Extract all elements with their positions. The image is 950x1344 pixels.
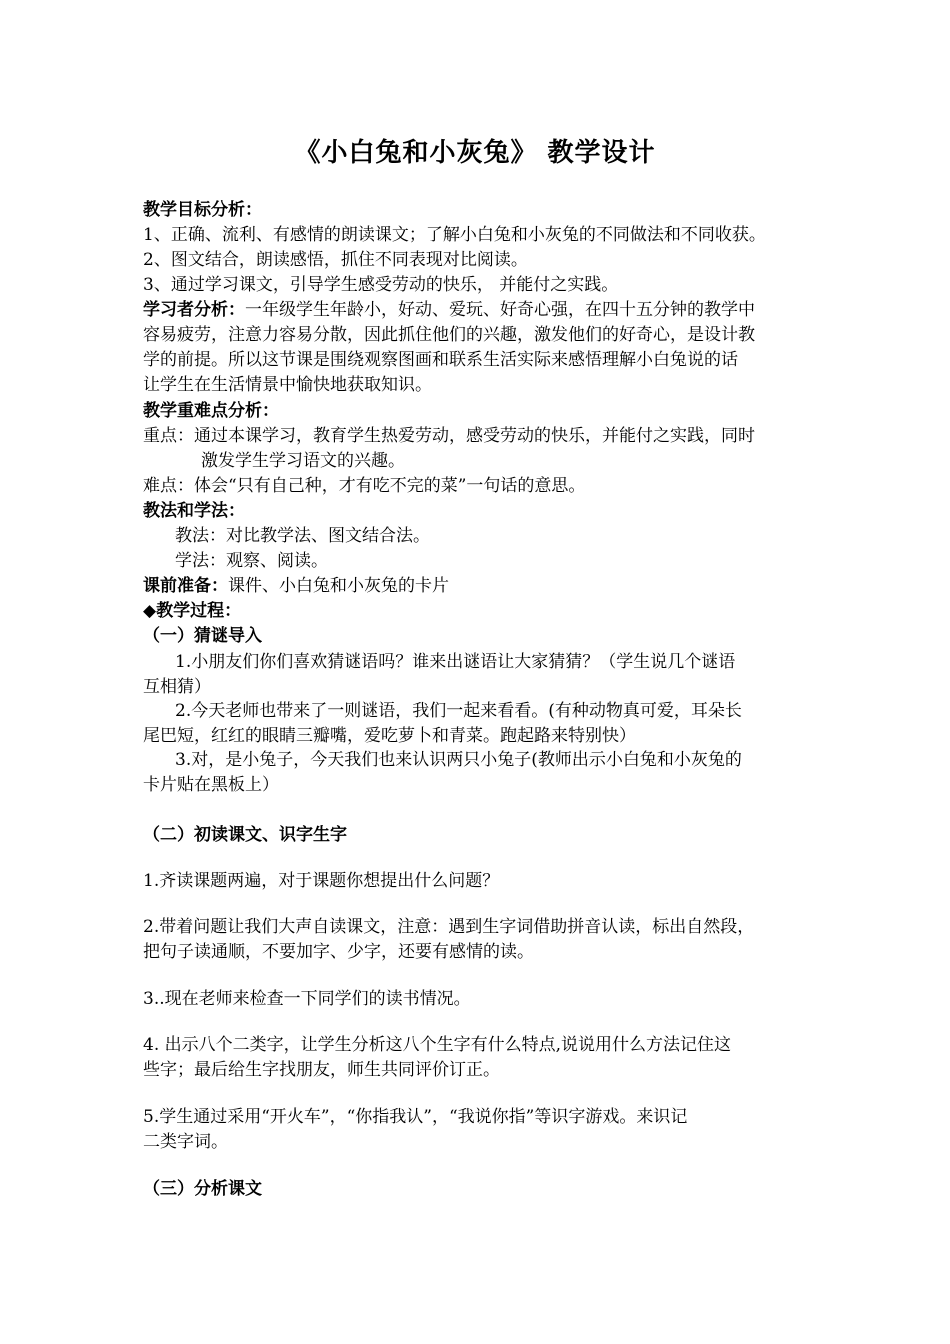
learner-analysis-line-4: 让学生在生活情景中愉快地获取知识。 xyxy=(143,375,432,395)
goal-item-3: 3、通过学习课文，引导学生感受劳动的快乐， 并能付之实践。 xyxy=(143,275,619,295)
section2-line-5: 4. 出示八个二类字，让学生分析这八个生字有什么特点,说说用什么方法记住这 xyxy=(143,1035,732,1055)
section2-heading: （二）初读课文、识字生字 xyxy=(143,825,347,845)
method-heading: 教法和学法： xyxy=(143,501,245,521)
teaching-method-line: 教法：对比教学法、图文结合法。 xyxy=(175,526,430,546)
section2-line-7: 5.学生通过采用“开火车”，“你指我认”，“我说你指”等识字游戏。来识记 xyxy=(143,1107,688,1127)
goal-item-1: 1、正确、流利、有感情的朗读课文；了解小白兔和小灰兔的不同做法和不同收获。 xyxy=(143,225,766,245)
learner-analysis-line-1 xyxy=(143,298,823,322)
section1-line-4: 尾巴短，红红的眼睛三瓣嘴，爱吃萝卜和青菜。跑起路来特别快） xyxy=(143,726,636,746)
learning-method-line: 学法：观察、阅读。 xyxy=(175,551,328,571)
difficult-point-line: 难点：体会“只有自己种，才有吃不完的菜”一句话的意思。 xyxy=(143,476,586,496)
section1-line-3: 2.今天老师也带来了一则谜语，我们一起来看看。(有种动物真可爱，耳朵长 xyxy=(175,701,742,721)
section2-line-6: 些字；最后给生字找朋友，师生共同评价订正。 xyxy=(143,1060,500,1080)
section2-line-8: 二类字词。 xyxy=(143,1132,228,1152)
section2-line-2: 2.带着问题让我们大声自读课文，注意：遇到生字词借助拼音认读，标出自然段， xyxy=(143,917,755,937)
section1-line-1: 1.小朋友们你们喜欢猜谜语吗？谁来出谜语让大家猜猜？（学生说几个谜语 xyxy=(175,652,736,672)
section1-line-6: 卡片贴在黑板上） xyxy=(143,775,279,795)
key-point-line-2: 激发学生学习语文的兴趣。 xyxy=(201,451,405,471)
learner-label: 学习者分析： xyxy=(143,300,245,320)
learner-text: 一年级学生年龄小，好动、爱玩、好奇心强，在四十五分钟的教学中 xyxy=(245,300,755,320)
section2-line-4: 3..现在老师来检查一下同学们的读书情况。 xyxy=(143,989,471,1009)
document-title: 《小白兔和小灰兔》 教学设计 xyxy=(294,138,656,168)
learner-analysis-line-2: 容易疲劳，注意力容易分散，因此抓住他们的兴趣，激发他们的好奇心，是设计教 xyxy=(143,325,755,345)
goal-heading: 教学目标分析： xyxy=(143,200,262,220)
section1-line-2: 互相猜） xyxy=(143,677,211,697)
preparation-line xyxy=(143,574,823,598)
prep-text: 课件、小白兔和小灰兔的卡片 xyxy=(228,576,449,596)
goal-item-2: 2、图文结合，朗读感悟，抓住不同表现对比阅读。 xyxy=(143,250,528,270)
section1-line-5: 3.对，是小兔子，今天我们也来认识两只小兔子(教师出示小白兔和小灰兔的 xyxy=(175,750,742,770)
section1-heading: （一）猜谜导入 xyxy=(143,626,262,646)
section2-line-3: 把句子读通顺，不要加字、少字，还要有感情的读。 xyxy=(143,942,534,962)
section2-line-1: 1.齐读课题两遍，对于课题你想提出什么问题？ xyxy=(143,871,500,891)
key-heading: 教学重难点分析： xyxy=(143,401,279,421)
section3-heading: （三）分析课文 xyxy=(143,1179,262,1199)
key-point-line-1: 重点：通过本课学习，教育学生热爱劳动，感受劳动的快乐，并能付之实践，同时 xyxy=(143,426,755,446)
learner-analysis-line-3: 学的前提。所以这节课是围绕观察图画和联系生活实际来感悟理解小白兔说的话 xyxy=(143,350,738,370)
process-heading: ◆教学过程： xyxy=(143,601,242,621)
prep-label: 课前准备： xyxy=(143,576,228,596)
